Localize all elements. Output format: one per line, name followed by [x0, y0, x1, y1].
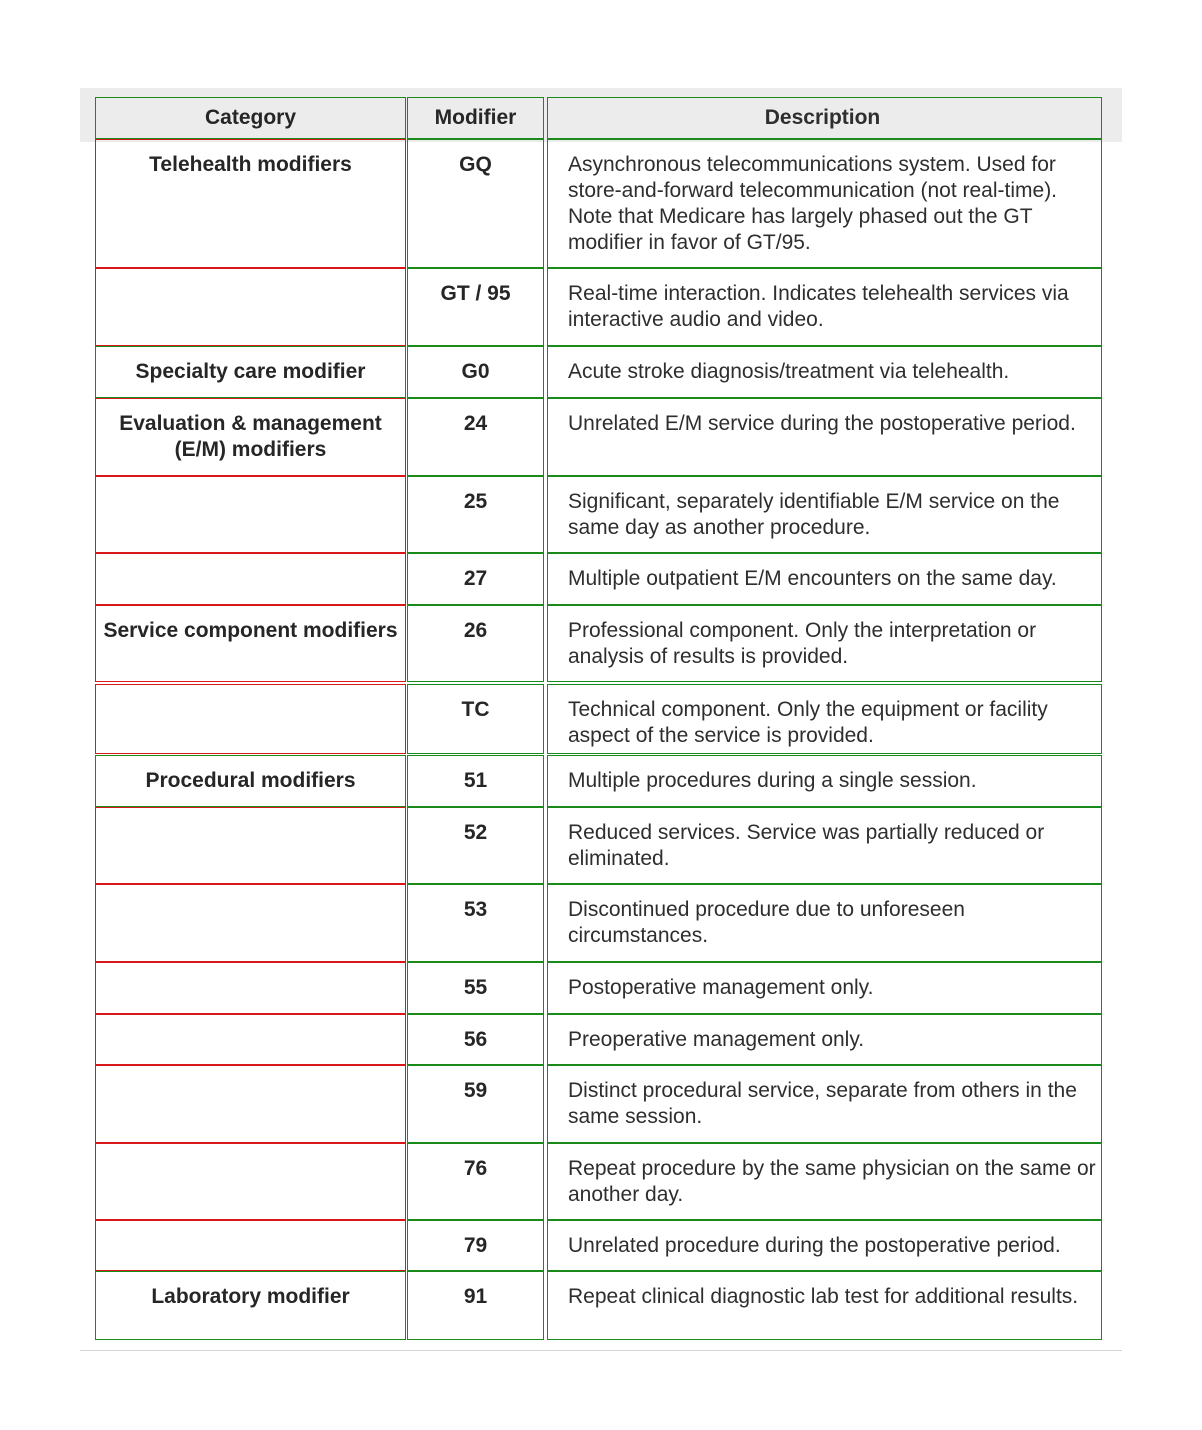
description-cell: Reduced services. Service was partially reduced or eliminated.: [547, 807, 1102, 884]
description-cell: Technical component. Only the equipment or facility aspect of the service is provided.: [547, 684, 1102, 754]
category-cell: [95, 807, 406, 884]
category-cell: [95, 268, 406, 346]
category-cell: [95, 553, 406, 605]
modifier-code: 51: [407, 755, 544, 807]
description-cell: Postoperative management only.: [547, 962, 1102, 1014]
header-description: Description: [547, 97, 1102, 139]
modifier-code: 24: [407, 398, 544, 476]
modifier-code: TC: [407, 684, 544, 754]
modifier-code: 59: [407, 1065, 544, 1143]
category-cell: [95, 1143, 406, 1220]
modifier-code: 53: [407, 884, 544, 962]
category-cell: [95, 684, 406, 754]
category-cell: Telehealth modifiers: [95, 139, 406, 268]
description-cell: Multiple outpatient E/M encounters on the same day.: [547, 553, 1102, 605]
modifier-code: GQ: [407, 139, 544, 268]
modifier-table: [80, 88, 1122, 1351]
category-cell: Evaluation & management (E/M) modifiers: [95, 398, 406, 476]
description-cell: Repeat clinical diagnostic lab test for additional results.: [547, 1271, 1102, 1340]
description-cell: Significant, separately identifiable E/M service on the same day as another procedure.: [547, 476, 1102, 553]
header-category: Category: [95, 97, 406, 139]
modifier-code: 91: [407, 1271, 544, 1340]
description-cell: Unrelated procedure during the postoperative period.: [547, 1220, 1102, 1271]
category-cell: Service component modifiers: [95, 605, 406, 682]
description-cell: Unrelated E/M service during the postoperative period.: [547, 398, 1102, 476]
modifier-code: 56: [407, 1014, 544, 1065]
modifier-code: 26: [407, 605, 544, 682]
modifier-code: 27: [407, 553, 544, 605]
description-cell: Discontinued procedure due to unforeseen circumstances.: [547, 884, 1102, 962]
modifier-code: 76: [407, 1143, 544, 1220]
category-cell: Specialty care modifier: [95, 346, 406, 398]
description-cell: Asynchronous telecommunications system. Used for store-and-forward telecommunication (not real-time). Note that Medicare has largely phased out the GT modifier in favor of GT/95.: [547, 139, 1102, 268]
modifier-code: 79: [407, 1220, 544, 1271]
category-cell: [95, 884, 406, 962]
category-cell: [95, 476, 406, 553]
description-cell: Multiple procedures during a single session.: [547, 755, 1102, 807]
description-cell: Preoperative management only.: [547, 1014, 1102, 1065]
modifier-code: G0: [407, 346, 544, 398]
category-cell: [95, 1014, 406, 1065]
modifier-code: 25: [407, 476, 544, 553]
category-cell: Procedural modifiers: [95, 755, 406, 807]
modifier-code: 55: [407, 962, 544, 1014]
category-cell: [95, 962, 406, 1014]
description-cell: Acute stroke diagnosis/treatment via telehealth.: [547, 346, 1102, 398]
category-cell: Laboratory modifier: [95, 1271, 406, 1340]
description-cell: Repeat procedure by the same physician on the same or another day.: [547, 1143, 1102, 1220]
category-cell: [95, 1220, 406, 1271]
description-cell: Distinct procedural service, separate from others in the same session.: [547, 1065, 1102, 1143]
description-cell: Professional component. Only the interpretation or analysis of results is provided.: [547, 605, 1102, 682]
category-cell: [95, 1065, 406, 1143]
description-cell: Real-time interaction. Indicates telehealth services via interactive audio and video.: [547, 268, 1102, 346]
modifier-code: GT / 95: [407, 268, 544, 346]
header-modifier: Modifier: [407, 97, 544, 139]
modifier-code: 52: [407, 807, 544, 884]
